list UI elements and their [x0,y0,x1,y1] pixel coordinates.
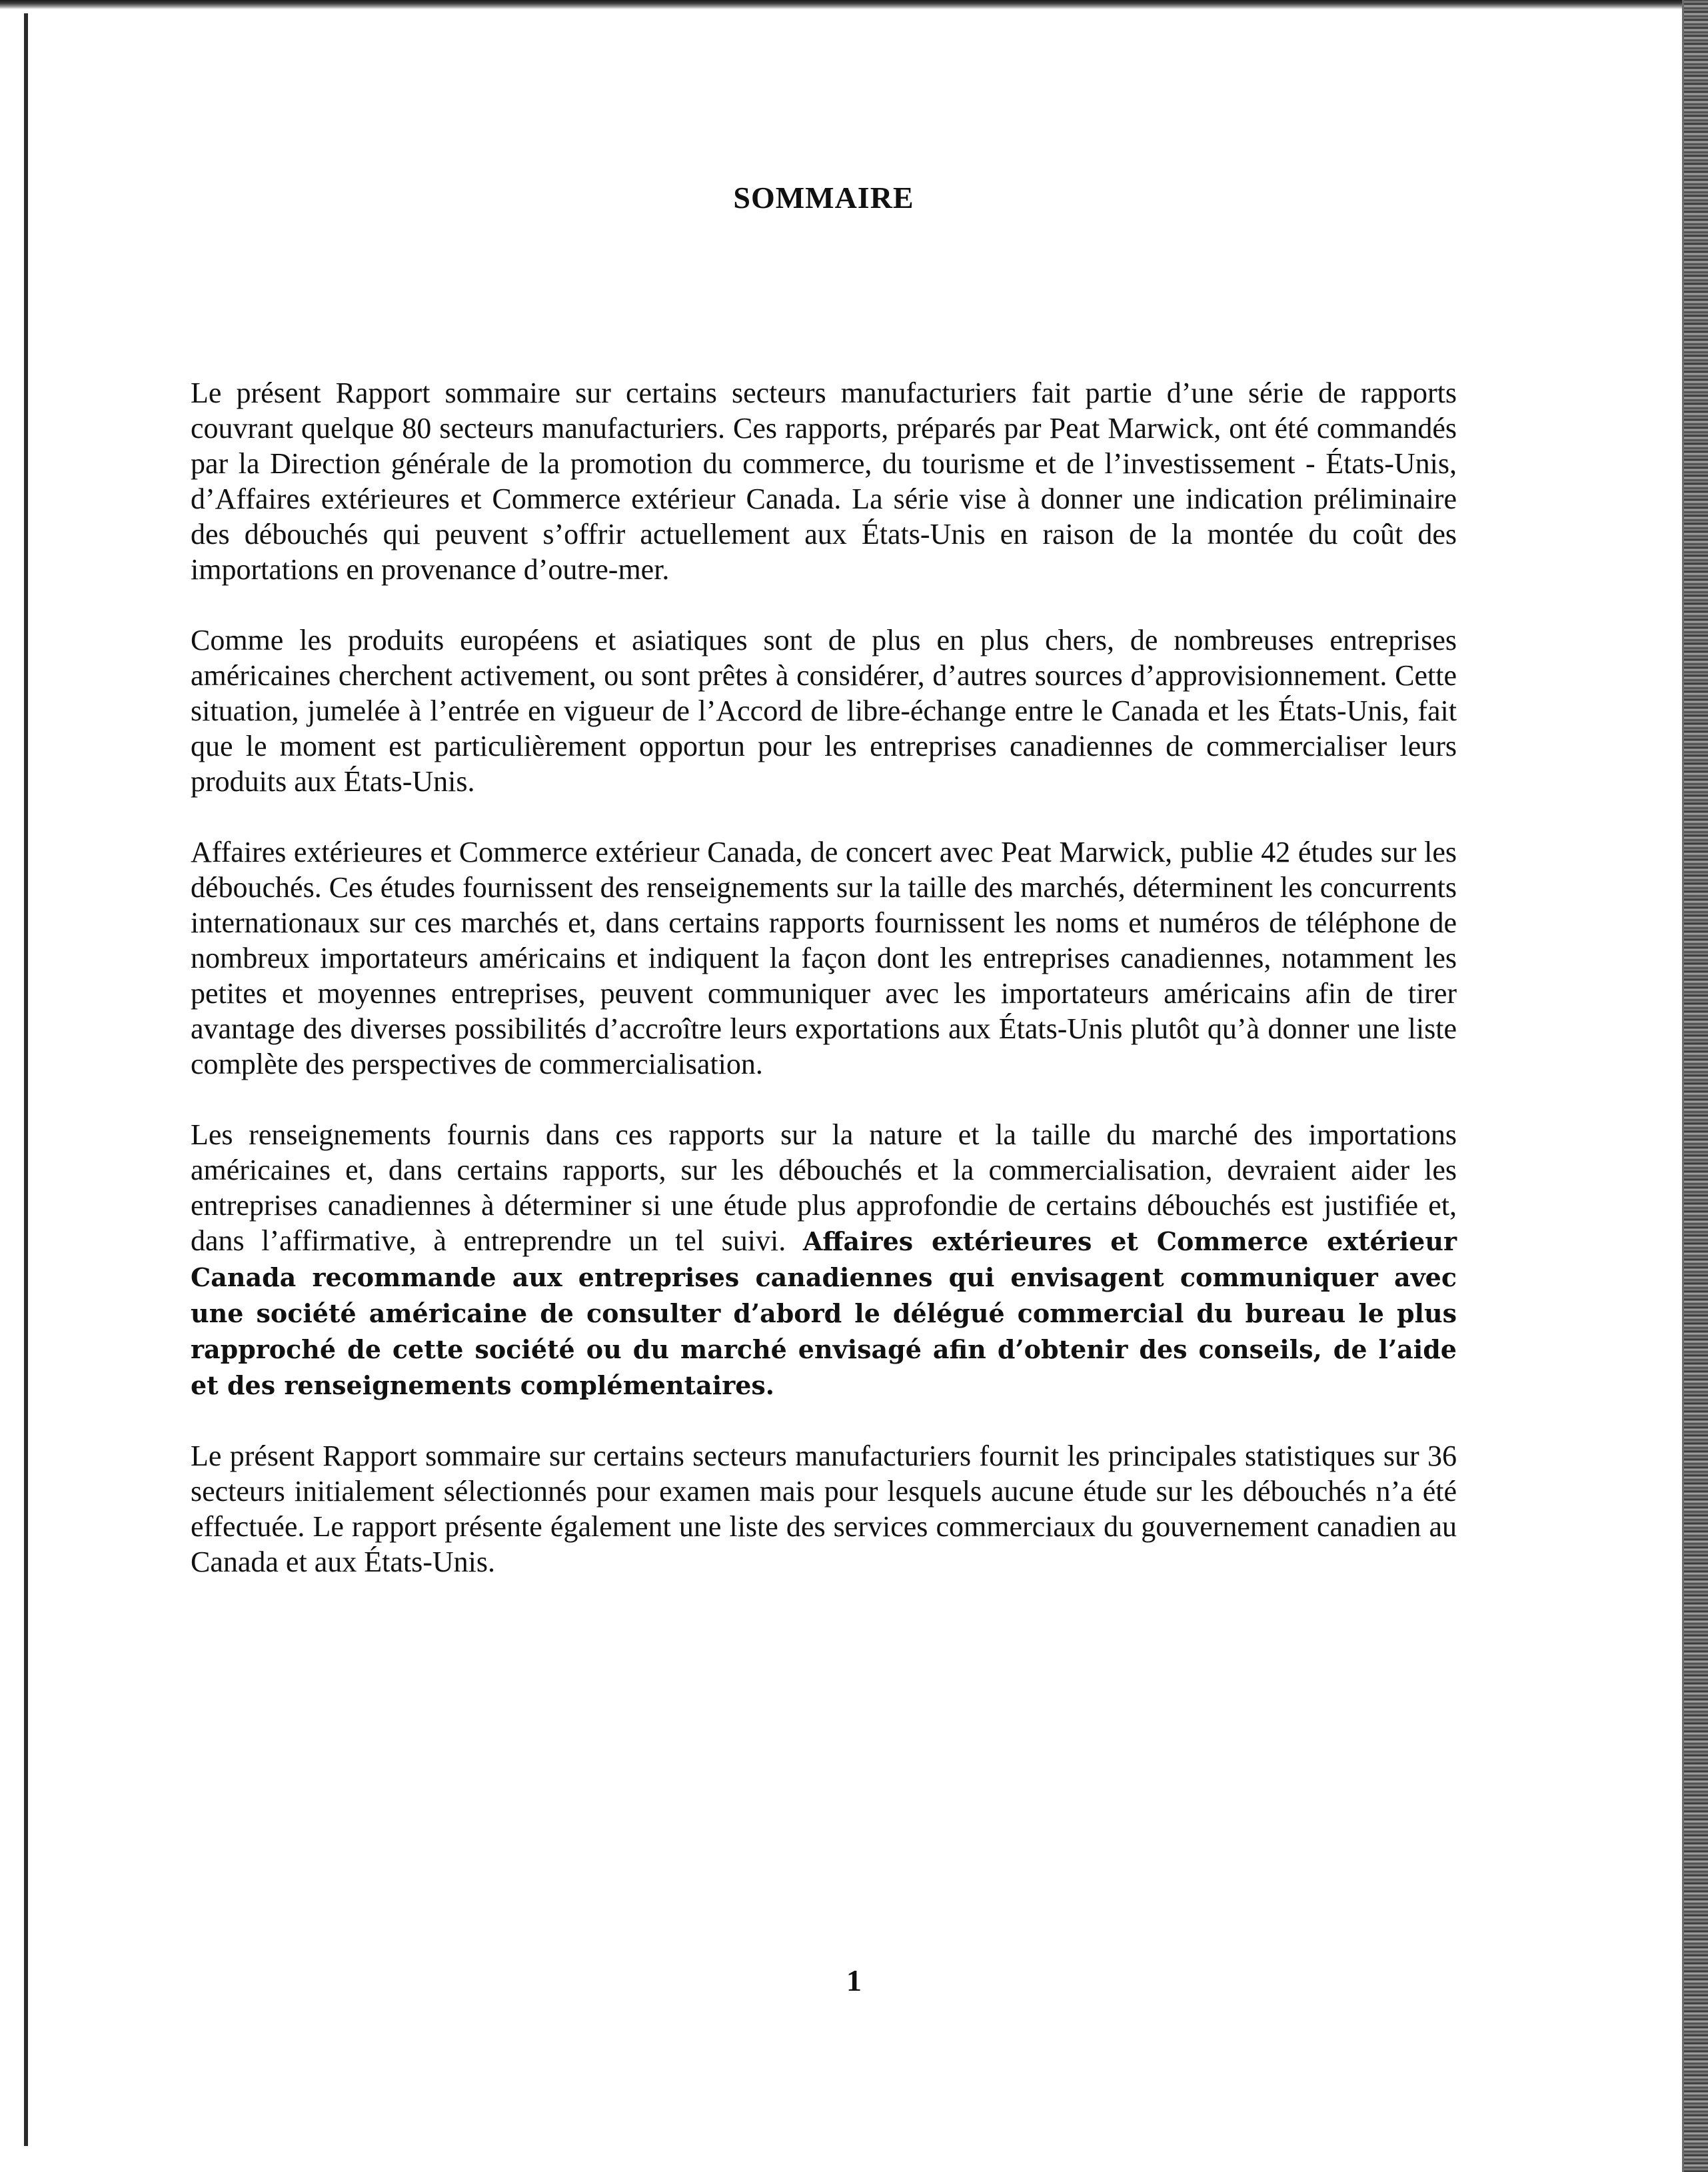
scan-right-edge [1684,0,1708,2172]
scan-left-edge [24,13,28,2146]
page-number: 1 [846,1963,862,1997]
paragraph-4-text: Les renseignements fournis dans ces rapports sur la nature et la taille du marché des importations américaines et, dans certains rapports, sur les débouchés et la commercialisation, devraient aider les entreprises canadiennes à déterminer si une étude plus approfondie de certains débouchés est justifiée et, dans l’affirmative, à entreprendre un tel suivi. [191,1118,1457,1257]
paragraph-4 [191,1117,1457,1403]
paragraph-2: Comme les produits européens et asiatiques sont de plus en plus chers, de nombreuses entreprises américaines cherchent activement, ou sont prêtes à considérer, d’autres sources d’approvisionnement. Cette situation, jumelée à l’entrée en vigueur de l’Accord de libre-échange entre le Canada et les États-Unis, fait que le moment est particulièrement opportun pour les entreprises canadiennes de commercialiser leurs produits aux États-Unis. [191,624,1457,798]
page-title: SOMMAIRE [733,181,914,215]
paragraph-1: Le présent Rapport sommaire sur certains secteurs manufacturiers fait partie d’une série de rapports couvrant quelque 80 secteurs manufacturiers. Ces rapports, préparés par Peat Marwick, ont été commandés par la Direction générale de la promotion du commerce, du tourisme et de l’investissement - États-Unis, d’Affaires extérieures et Commerce extérieur Canada. La série vise à donner une indication préliminaire des débouchés qui peuvent s’offrir actuellement aux États-Unis en raison de la montée du coût des importations en provenance d’outre-mer. [191,377,1457,586]
paragraph-4-bold-text: Affaires extérieures et Commerce extérieur Canada recommande aux entreprises canadiennes qui envisagent communiquer avec une société américaine de consulter d’abord le délégué commercial du bureau le plus rapproché de cette société ou du marché envisagé afin d’obtenir des conseils, de l’aide et des renseignements complémentaires. [191,1226,1457,1400]
scan-top-edge [0,0,1708,9]
paragraph-3: Affaires extérieures et Commerce extérieur Canada, de concert avec Peat Marwick, publie 42 études sur les débouchés. Ces études fournissent des renseignements sur la taille des marchés, déterminent les concurrents internationaux sur ces marchés et, dans certains rapports fournissent les noms et numéros de téléphone de nombreux importateurs américains et indiquent la façon dont les entreprises canadiennes, notamment les petites et moyennes entreprises, peuvent communiquer avec les importateurs américains afin de tirer avantage des diverses possibilités d’accroître leurs exportations aux États-Unis plutôt qu’à donner une liste complète des perspectives de commercialisation. [191,836,1457,1080]
paragraph-5: Le présent Rapport sommaire sur certains secteurs manufacturiers fournit les principales statistiques sur 36 secteurs initialement sélectionnés pour examen mais pour lesquels aucune étude sur les débouchés n’a été effectuée. Le rapport présente également une liste des services commerciaux du gouvernement canadien au Canada et aux États-Unis. [191,1440,1457,1578]
document-page [191,180,1457,1615]
